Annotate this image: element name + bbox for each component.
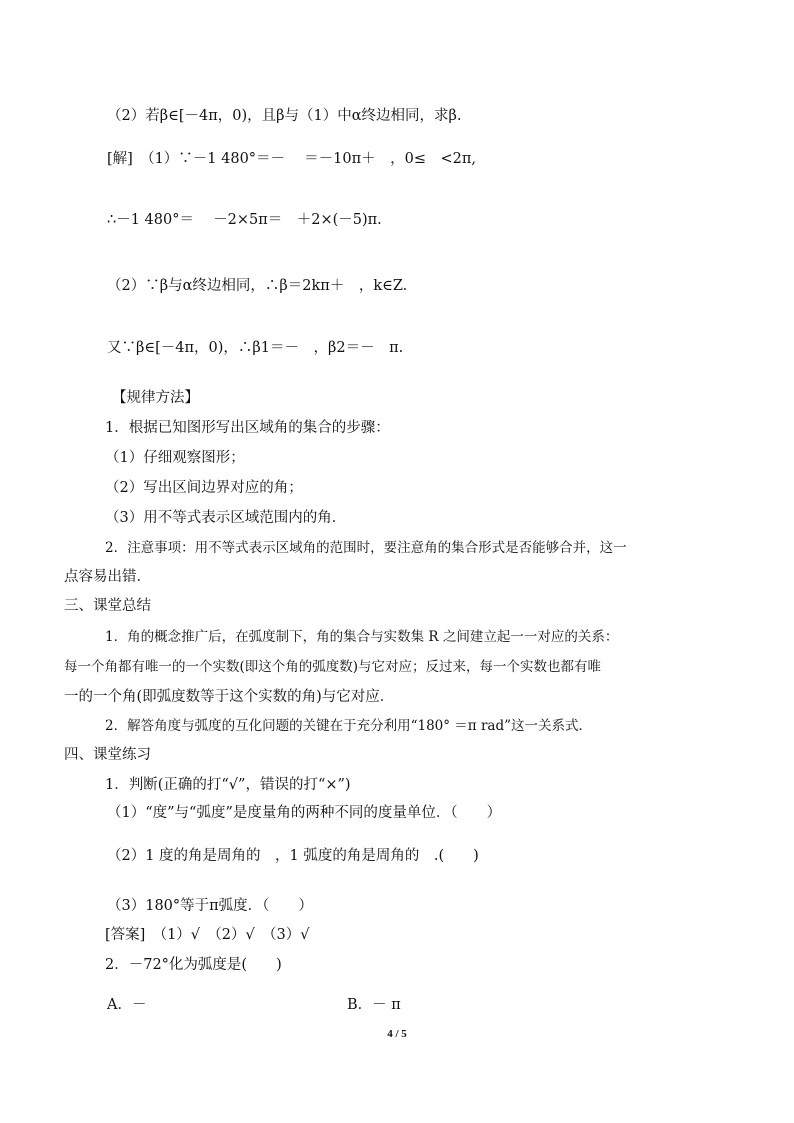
- practice-1-answer: [答案] （1）√ （2）√ （3）√: [105, 927, 310, 943]
- section-heading-practice: 四、课堂练习: [64, 747, 151, 763]
- method-step-3: （3）用不等式表示区域范围内的角．: [105, 510, 347, 526]
- solution-line-4: 又∵β∈[－4π，0)，∴β1＝－ ，β2＝－ π.: [107, 340, 404, 356]
- method-note-line-1: 2．注意事项：用不等式表示区域角的范围时，要注意角的集合形式是否能够合并，这一: [105, 540, 627, 556]
- method-step-title: 1．根据已知图形写出区域角的集合的步骤：: [105, 420, 390, 436]
- summary-2: 2．解答角度与弧度的互化问题的关键在于充分利用“180° ＝π rad”这一关系式．: [105, 718, 593, 734]
- solution-line-1: [解] （1）∵－1 480°＝－ ＝－10π＋ ，0≤ <2π,: [107, 151, 477, 167]
- section-heading-summary: 三、课堂总结: [64, 598, 151, 614]
- method-step-1: （1）仔细观察图形；: [105, 450, 245, 466]
- solution-line-3: （2）∵β与α终边相同，∴β＝2kπ＋ ，k∈Z.: [107, 278, 408, 294]
- practice-1-item-2: （2）1 度的角是周角的 ，1 弧度的角是周角的 .( ): [107, 848, 479, 864]
- method-heading: 【规律方法】: [112, 390, 199, 406]
- solution-line-2: ∴－1 480°＝ －2×5π＝ ＋2×(－5)π.: [107, 212, 382, 228]
- page-number: 4 / 5: [387, 1028, 407, 1040]
- summary-1-line-3: 一的一个角(即弧度数等于这个实数的角)与它对应．: [64, 689, 395, 705]
- summary-1-line-1: 1．角的概念推广后，在弧度制下，角的集合与实数集 R 之间建立起一一对应的关系：: [105, 629, 619, 645]
- practice-2-option-b: B．－ π: [347, 997, 401, 1013]
- question-2-line: （2）若β∈[－4π，0)，且β与（1）中α终边相同，求β.: [107, 108, 462, 124]
- method-note-line-2: 点容易出错．: [64, 569, 151, 585]
- practice-1-item-3: （3）180°等于π弧度．（ ）: [107, 898, 313, 914]
- practice-1-item-1: （1）“度”与“弧度”是度量角的两种不同的度量单位．（ ）: [107, 805, 502, 821]
- summary-1-line-2: 每一个角都有唯一的一个实数(即这个角的弧度数)与它对应；反过来，每一个实数也都有唯: [64, 659, 602, 675]
- method-step-2: （2）写出区间边界对应的角；: [105, 480, 303, 496]
- practice-2-option-a: A．－: [107, 997, 147, 1013]
- practice-2-title: 2．－72°化为弧度是( ): [105, 957, 282, 973]
- practice-1-title: 1．判断(正确的打“√”，错误的打“×”): [105, 777, 351, 793]
